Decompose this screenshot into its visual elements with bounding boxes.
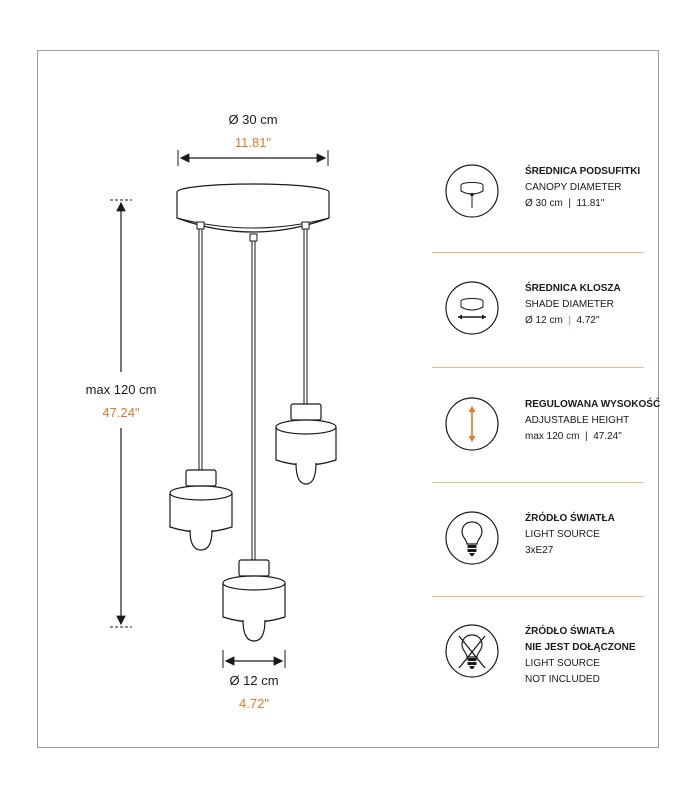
- canopy-inch: 11.81": [234, 135, 272, 150]
- shade-middle: [223, 560, 285, 641]
- spec-title-en: ADJUSTABLE HEIGHT: [525, 415, 630, 426]
- bulb-not-included-icon: [445, 624, 499, 678]
- shade-dimension-label: [204, 673, 304, 711]
- spec-value: 3xE27: [525, 545, 554, 556]
- light-bulb-icon: [445, 511, 499, 565]
- divider: [432, 252, 644, 253]
- spec-title-pl-2: NIE JEST DOŁĄCZONE: [525, 642, 636, 653]
- spec-title-pl: REGULOWANA WYSOKOŚĆ: [525, 399, 661, 410]
- shade-left: [170, 470, 232, 550]
- shade-inch: 4.72": [239, 696, 269, 711]
- spec-title-pl: ŹRÓDŁO ŚWIATŁA: [525, 626, 615, 637]
- height-inch: 47.24": [102, 405, 140, 420]
- height-dimension-label: [46, 382, 196, 420]
- divider: [432, 482, 644, 483]
- canopy-cm: Ø 30 cm: [228, 112, 278, 127]
- shade-diameter-icon: [445, 281, 499, 335]
- spec-value: Ø 12 cm | 4.72": [525, 315, 600, 326]
- spec-title-pl: ŚREDNICA KLOSZA: [525, 283, 621, 294]
- spec-title-en-2: NOT INCLUDED: [525, 674, 600, 685]
- spec-title-en: LIGHT SOURCE: [525, 529, 600, 540]
- canopy-dimension-line: [178, 150, 328, 166]
- adjustable-height-icon: [445, 397, 499, 451]
- spec-title-en: CANOPY DIAMETER: [525, 182, 622, 193]
- canopy: [177, 184, 329, 241]
- shade-cm: Ø 12 cm: [229, 673, 279, 688]
- divider: [432, 596, 644, 597]
- spec-title-en: SHADE DIAMETER: [525, 299, 614, 310]
- height-cm: max 120 cm: [85, 382, 157, 397]
- divider: [432, 367, 644, 368]
- canopy-dimension-label: [203, 112, 303, 150]
- spec-title-pl: ŚREDNICA PODSUFITKI: [525, 166, 641, 177]
- canopy-diameter-icon: [445, 164, 499, 218]
- spec-title-en: LIGHT SOURCE: [525, 658, 600, 669]
- spec-value: max 120 cm | 47.24": [525, 431, 622, 442]
- shade-right: [276, 404, 336, 484]
- spec-title-pl: ŹRÓDŁO ŚWIATŁA: [525, 513, 615, 524]
- spec-value: Ø 30 cm | 11.81": [525, 198, 605, 209]
- shade-dimension-line: [223, 650, 285, 668]
